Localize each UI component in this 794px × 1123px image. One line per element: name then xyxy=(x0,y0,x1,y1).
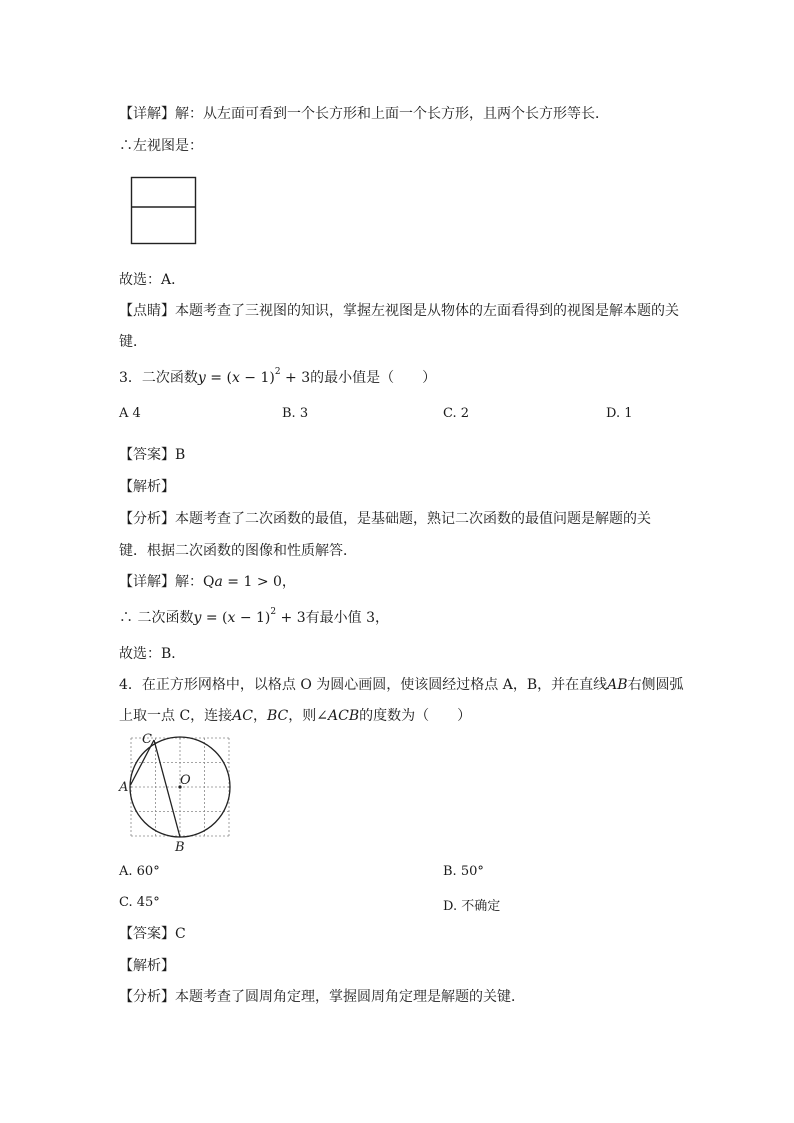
q3-suffix: 的最小值是（ ） xyxy=(310,370,437,386)
q4-answer-value: C xyxy=(175,926,186,942)
q3-function: $y = (x - 1)^2 + 3$ xyxy=(197,367,311,386)
left-view-figure xyxy=(130,175,200,247)
q3-answer-line xyxy=(119,446,185,464)
q4-analyze-label: 【分析】 xyxy=(119,989,175,1005)
q4-label-c: C xyxy=(142,732,152,747)
q3-conclusion-suffix: 有最小值 3， xyxy=(305,610,390,626)
q4-option-d: D. 不确定 xyxy=(443,899,501,914)
q3-analyze-label: 【分析】 xyxy=(119,511,175,527)
q4-option-a: A. 60° xyxy=(119,864,160,879)
point-line-2: 键． xyxy=(119,334,147,350)
choose-line-1: 故选：A． xyxy=(119,272,186,288)
q3-option-c: C. 2 xyxy=(443,406,470,421)
q4-label-o: O xyxy=(180,773,191,788)
detail-text: 解：从左面可看到一个长方形和上面一个长方形，且两个长方形等长． xyxy=(175,106,609,122)
left-view-outer-rect xyxy=(132,178,196,244)
q4-analysis-label: 【解析】 xyxy=(119,958,175,974)
q4-stem-1-tail: 右侧圆弧 xyxy=(627,677,684,693)
q4-label-b: B xyxy=(175,840,185,854)
q3-option-b: B. 3 xyxy=(282,406,309,421)
q3-answer-label: 【答案】 xyxy=(119,447,175,463)
point-line-1 xyxy=(119,302,679,320)
q4-stem-line-1 xyxy=(119,676,684,694)
q3-prefix: 二次函数 xyxy=(141,370,198,386)
q4-stem-ab: AB xyxy=(607,677,628,693)
q3-analysis-label: 【解析】 xyxy=(119,479,175,495)
q3-conclusion-function: $y = (x - 1)^2 + 3$ xyxy=(193,607,306,626)
detail-label: 【详解】 xyxy=(119,106,175,122)
q4-number: 4． xyxy=(119,677,142,693)
q4-stem-line-2: 上取一点 C，连接AC，BC，则∠ACB的度数为（ ） xyxy=(119,708,472,724)
q3-stem xyxy=(119,369,436,387)
q3-analyze-line-1 xyxy=(119,510,651,528)
q3-analyze-text-1: 本题考查了二次函数的最值，是基础题，熟记二次函数的最值问题是解题的关 xyxy=(175,511,651,527)
point-text-1: 本题考查了三视图的知识，掌握左视图是从物体的左面看得到的视图是解本题的关 xyxy=(175,303,679,319)
q4-analyze-line xyxy=(119,988,525,1006)
q4-option-b: B. 50° xyxy=(443,864,484,879)
q4-answer-line xyxy=(119,925,186,943)
therefore-line: ∴左视图是： xyxy=(119,138,203,154)
q3-answer-value: B xyxy=(175,447,186,463)
q3-analyze-line-2: 键．根据二次函数的图像和性质解答． xyxy=(119,543,357,559)
q4-stem-1: 在正方形网格中，以格点 O 为圆心画圆，使该圆经过格点 A，B，并在直线 xyxy=(141,677,608,693)
q3-option-d: D. 1 xyxy=(606,406,633,421)
point-label: 【点睛】 xyxy=(119,303,175,319)
q4-answer-label: 【答案】 xyxy=(119,926,175,942)
q3-number: 3． xyxy=(119,370,142,386)
q4-chord-bc xyxy=(154,740,180,837)
q3-option-a: A 4 xyxy=(119,406,141,421)
q3-conclusion-prefix: ∴ 二次函数 xyxy=(119,610,194,626)
q3-detail-text: 解： xyxy=(175,574,203,590)
q4-option-c: C. 45° xyxy=(119,895,160,910)
q3-detail-label: 【详解】 xyxy=(119,574,175,590)
q3-choose-line: 故选：B． xyxy=(119,646,186,662)
q4-label-a: A xyxy=(119,780,129,795)
q3-conclusion-line xyxy=(119,609,389,627)
q4-analyze-text: 本题考查了圆周角定理，掌握圆周角定理是解题的关键． xyxy=(175,989,525,1005)
q3-detail-line: 【详解】解：Qa = 1 > 0， xyxy=(119,574,296,590)
q4-circle-figure xyxy=(116,730,240,854)
detail-line-1 xyxy=(119,105,609,123)
